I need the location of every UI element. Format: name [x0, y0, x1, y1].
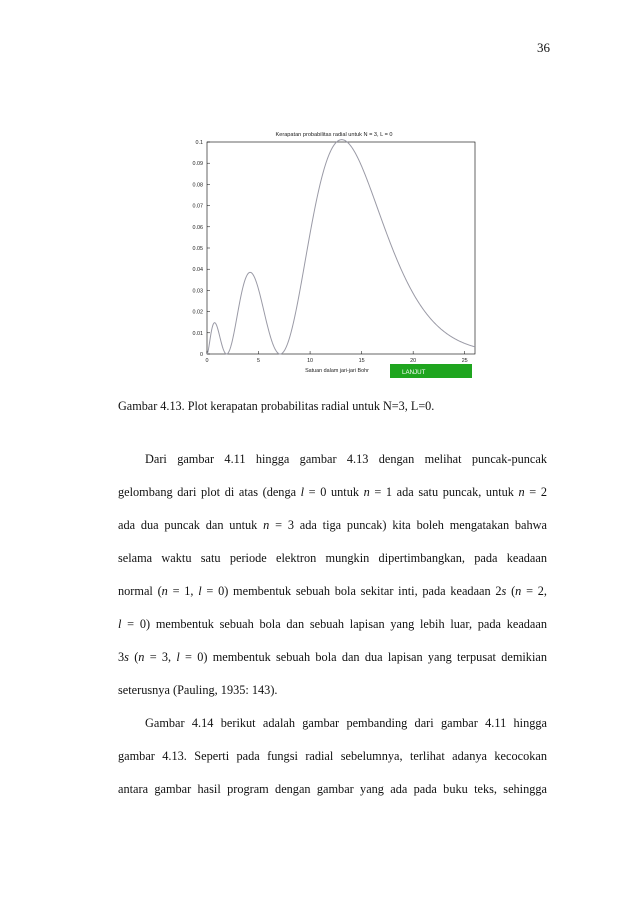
x-tick-label: 25 — [461, 358, 468, 364]
text-run: n — [138, 650, 145, 664]
x-tick-label: 10 — [307, 358, 314, 364]
x-tick-label: 5 — [257, 358, 261, 364]
text-run: = 1 ada satu puncak, untuk — [369, 485, 519, 499]
figure-radial-probability-plot — [178, 128, 480, 383]
text-run: s — [124, 650, 129, 664]
x-tick-label: 20 — [410, 358, 417, 364]
y-tick-label: 0.06 — [192, 224, 203, 231]
text-run: gelombang dari plot di atas (denga — [118, 485, 301, 499]
text-run: = 0 untuk — [304, 485, 364, 499]
paragraph-1 — [118, 443, 547, 707]
text-line: gambar 4.13. Seperti pada fungsi radial sebelumnya, terlihat adanya kecocokan — [118, 749, 547, 763]
y-tick-label: 0.01 — [192, 330, 203, 337]
text-line: selama waktu satu periode elektron mungkin dipertimbangkan, pada keadaan — [118, 551, 547, 565]
chart-title: Kerapatan probabilitas radial untuk N = 3, L = 0 — [275, 132, 393, 138]
x-axis-label: Satuan dalam jari-jari Bohr — [305, 368, 369, 374]
text-line: seterusnya (Pauling, 1935: 143). — [118, 683, 278, 697]
text-run: ( — [128, 650, 139, 664]
text-run: ( — [506, 584, 516, 598]
text-run: s — [501, 584, 507, 598]
text-run: = 0) membentuk sebuah bola dan sebuah lapisan yang lebih luar, pada keadaan — [121, 617, 547, 631]
text-line: Gambar 4.14 berikut adalah gambar pembanding dari gambar 4.11 hingga — [145, 716, 547, 730]
body-text — [118, 443, 547, 806]
text-run: = 0) membentuk sebuah bola dan dua lapisan yang terpusat demikian — [179, 650, 547, 664]
paragraph-2 — [118, 707, 547, 806]
text-run: = 2 — [524, 485, 547, 499]
text-run: normal ( — [118, 584, 162, 598]
figure-caption: Gambar 4.13. Plot kerapatan probabilitas radial untuk N=3, L=0. — [118, 399, 435, 413]
page-number: 36 — [537, 40, 550, 55]
lanjut-button[interactable] — [390, 364, 472, 378]
text-line: antara gambar hasil program dengan gambar yang ada pada buku teks, sehingga — [118, 782, 547, 796]
figure-background — [178, 128, 480, 383]
text-run: ada dua puncak dan untuk — [118, 518, 264, 532]
text-line — [118, 575, 547, 608]
text-run: = 2, — [521, 584, 547, 598]
y-tick-label: 0.07 — [192, 203, 203, 210]
y-tick-label: 0.1 — [195, 140, 203, 146]
text-run: n — [518, 485, 525, 499]
y-tick-label: 0.05 — [192, 246, 203, 252]
y-tick-label: 0.02 — [192, 309, 203, 316]
text-run: n — [515, 584, 522, 598]
text-run: l — [300, 485, 305, 499]
x-tick-label: 15 — [358, 358, 365, 364]
text-line — [118, 608, 547, 641]
text-run: l — [118, 617, 122, 631]
text-run: l — [198, 584, 202, 598]
text-run: = 3 ada tiga puncak) kita boleh mengatakan bahwa — [269, 518, 548, 532]
text-line — [118, 509, 547, 542]
lanjut-button-label[interactable]: LANJUT — [402, 369, 426, 376]
y-tick-label: 0.09 — [192, 161, 203, 168]
plot-svg — [178, 128, 480, 383]
text-run: 3 — [118, 650, 125, 664]
text-line: Dari gambar 4.11 hingga gambar 4.13 dengan melihat puncak-puncak — [145, 452, 547, 466]
text-line — [118, 641, 547, 674]
y-tick-label: 0.04 — [192, 267, 203, 274]
text-run: = 1, — [167, 584, 199, 598]
text-run: n — [161, 584, 168, 598]
text-run: = 3, — [144, 650, 177, 664]
text-run: l — [176, 650, 180, 664]
text-run: n — [263, 518, 270, 532]
x-tick-label: 0 — [205, 358, 209, 364]
text-run: = 0) membentuk sebuah bola sekitar inti, pada keadaan 2 — [201, 584, 502, 598]
text-run: n — [363, 485, 370, 499]
text-line — [118, 476, 547, 509]
y-tick-label: 0.03 — [192, 288, 203, 295]
y-tick-label: 0.08 — [192, 182, 203, 189]
y-tick-label: 0 — [200, 352, 203, 358]
